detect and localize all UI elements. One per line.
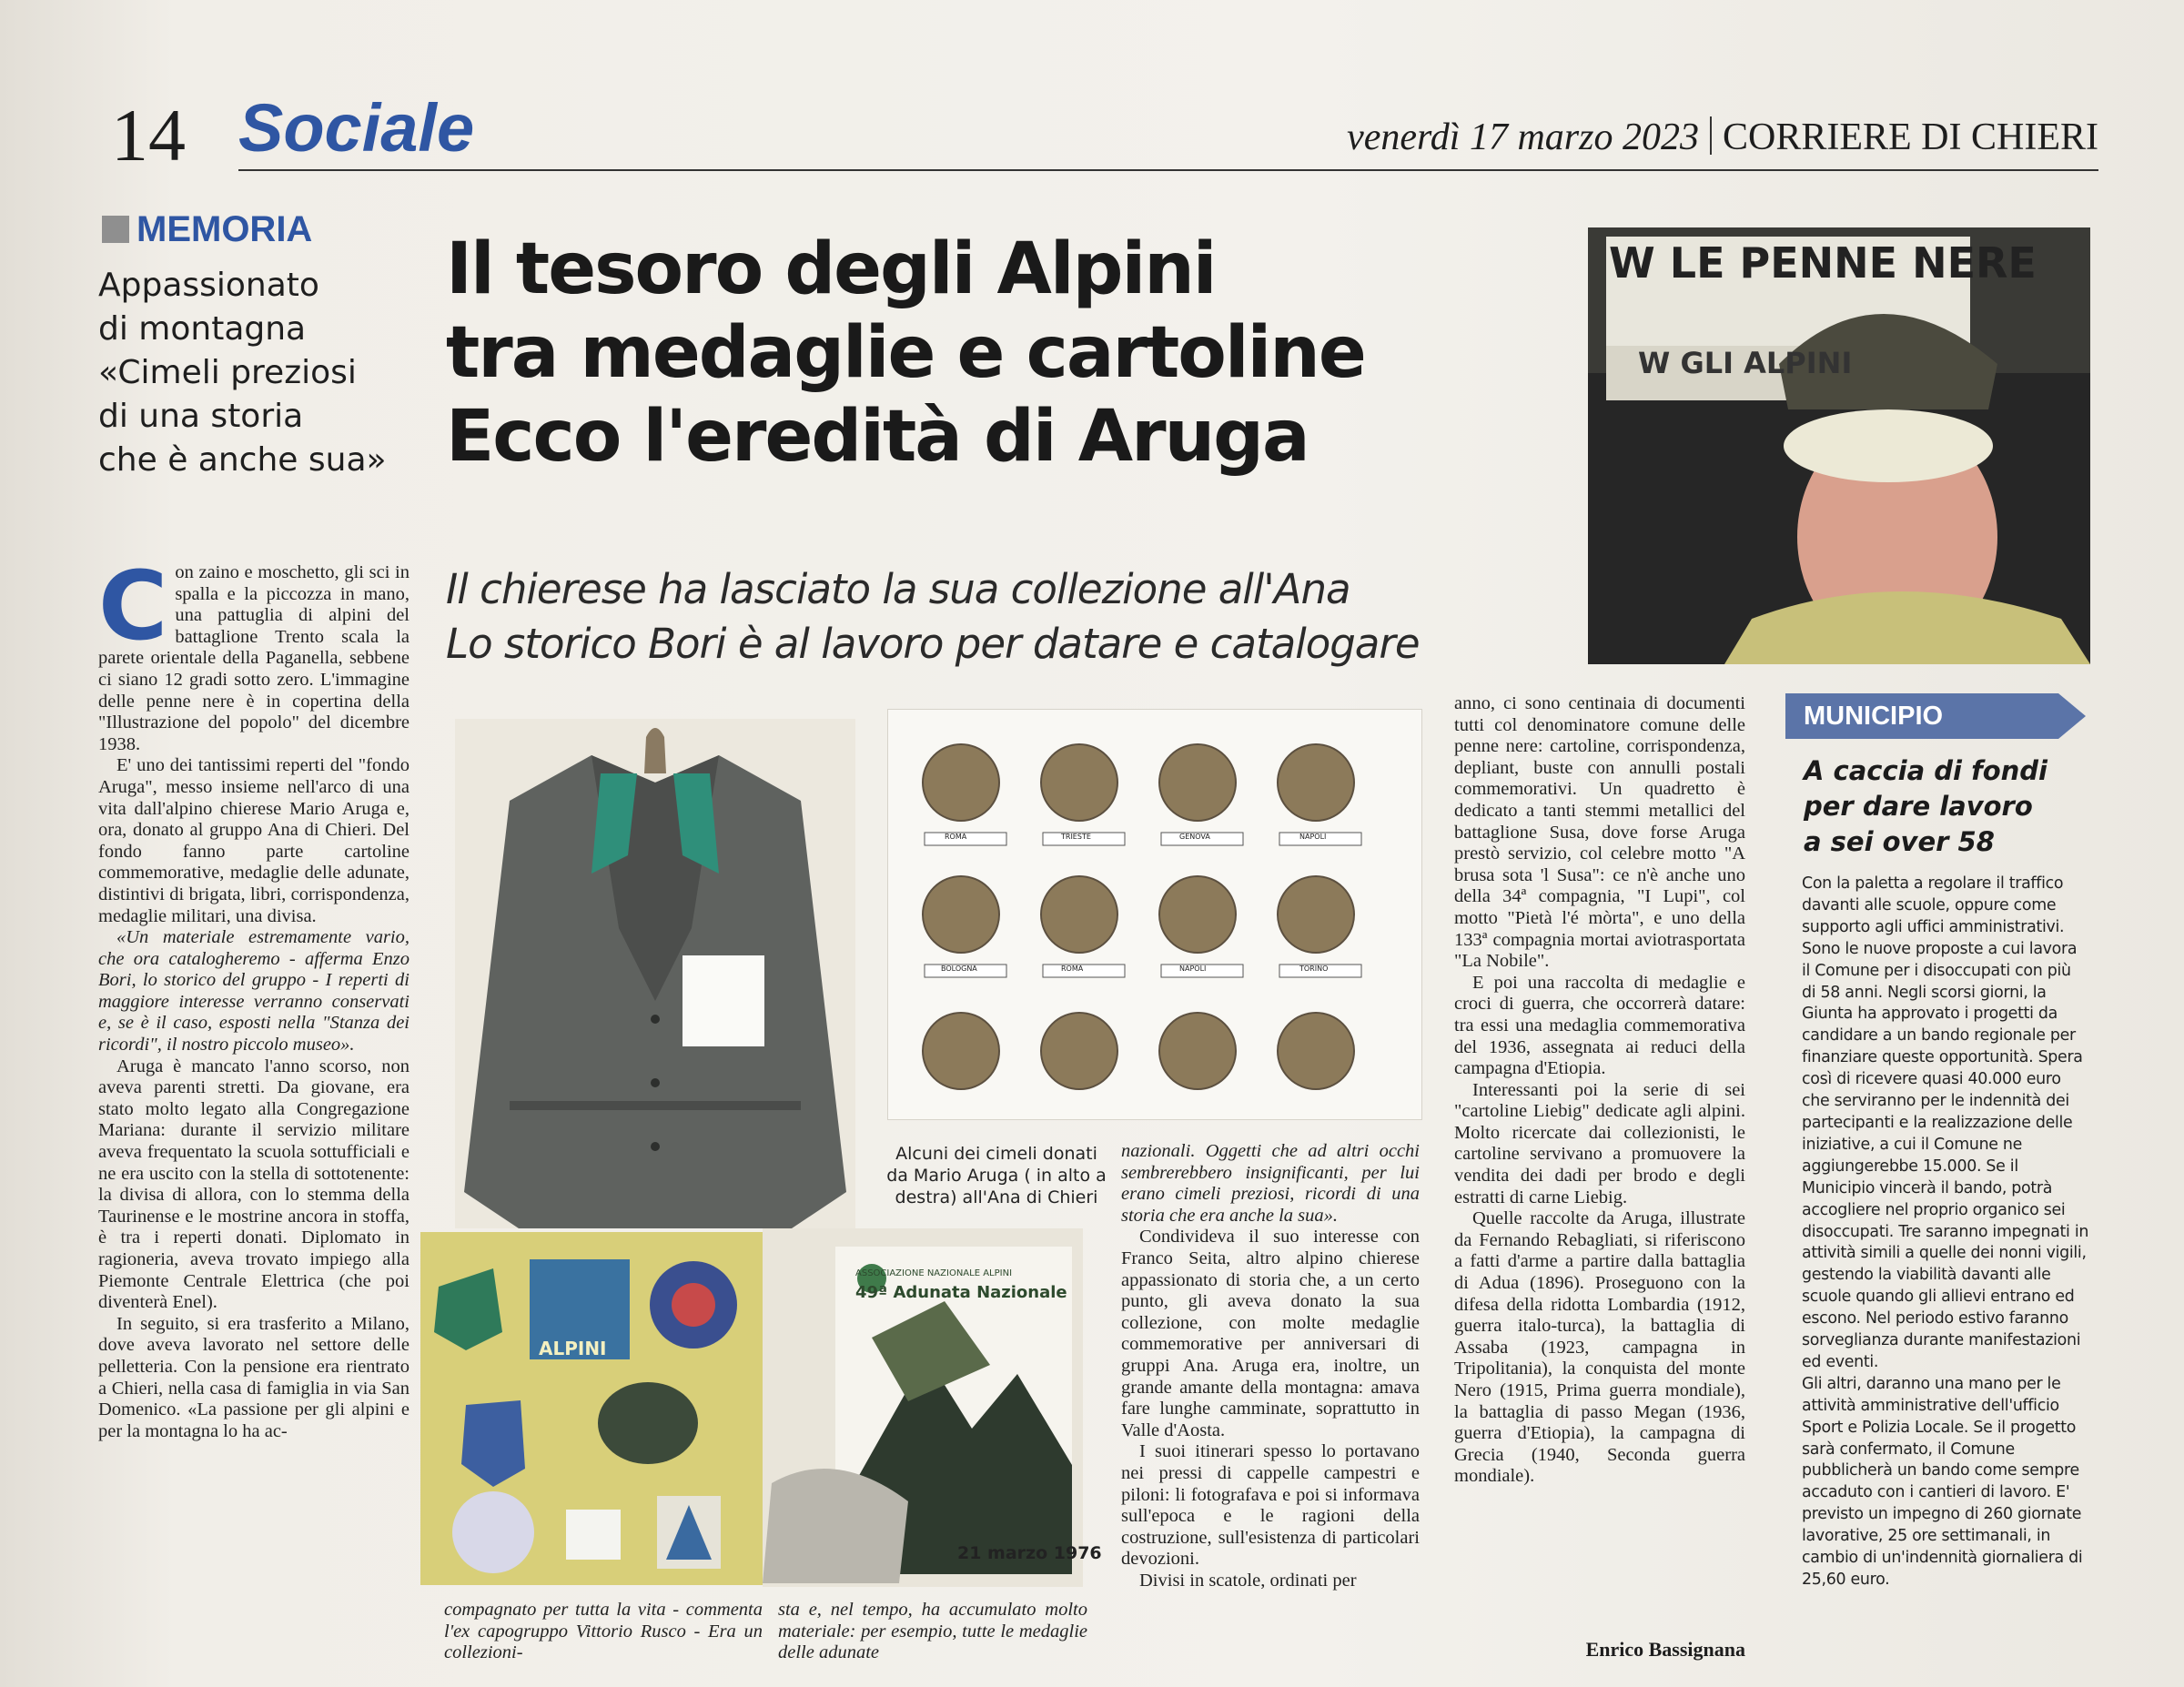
article-column-2 [1121, 1141, 1420, 1669]
medal-label: TRIESTE [1061, 833, 1091, 841]
header-rule [238, 169, 2098, 171]
subhead-line: Il chierese ha lasciato la sua collezione all'Ana [446, 565, 1350, 613]
photo-banner-text-2: W GLI ALPINI [1638, 346, 1853, 380]
deck-line: «Cimeli preziosi [98, 354, 357, 391]
poster-heading: ASSOCIAZIONE NAZIONALE ALPINI [855, 1268, 1013, 1278]
paragraph: Quelle raccolte da Aruga, illustrate da Fernando Rebagliati, si riferiscono a fatti d'arme a partire dalla battaglia di Adua (1896). Proseguono con la difesa della ridotta Lombardia (1912, guerra italo-turca), la battaglia di Assaba (1923, campagna in Tripolitania), la conquista del monte Nero (1915, Prima guerra mondiale), la battaglia di passo Megan (1936, guerra d'Etiopia), la campagna di Grecia (1940, Seconda guerra mondiale). [1454, 1208, 1745, 1487]
paragraph: Condivideva il suo interesse con Franco Seita, altro alpino chierese appassionato di storia che, a un certo punto, gli aveva donato la sua collezione, con molte medaglie commemorative per anniversari di gruppi Ana. Aruga era, inoltre, un grande amante della montagna: amava fare lunghe camminate, soprattutto in Valle d'Aosta. [1121, 1227, 1420, 1440]
deck-line: di una storia [98, 398, 304, 435]
medal-label: TORINO [1299, 965, 1329, 973]
medal-label: GENOVA [1179, 833, 1210, 841]
paragraph: E' uno dei tantissimi reperti del "fondo Aruga", messo insieme nell'arco di una vita dall'alpino chierese Mario Aruga e, ora, donato al gruppo Ana di Chieri. Del fondo fanno parte cartoline commemorative, medaglie delle adunate, distintivi di brigata, libri, corrispondenza, medaglie militari, una divisa. [98, 755, 410, 926]
deck-line: Appassionato [98, 267, 319, 304]
quote-paragraph: «Un materiale estremamente vario, che ora catalogheremo - afferma Enzo Bori, lo storico del gruppo - I reperti di maggiore interesse verranno conservati e, se è il caso, esposti nella "Stanza dei ricordi", il nostro piccolo museo». [98, 927, 410, 1056]
deck-line: di montagna [98, 310, 307, 348]
sidebar-body [1802, 874, 2089, 1591]
deck [98, 264, 399, 482]
photo-banner-text: W LE PENNE NERE [1609, 238, 2037, 288]
medal-label: ROMA [1061, 965, 1084, 973]
paragraph: on zaino e moschetto, gli sci in spalla e la piccozza in mano, una pattuglia di alpini del battaglione Trento scala la parete orientale della Paganella, sebbene ci siano 12 gradi sotto zero. L'immagine delle penne nere è in copertina della "Illustrazione del popolo" del dicembre 1938. [98, 562, 410, 754]
dateline [1347, 116, 2098, 157]
headline-line: Ecco l'eredità di Aruga [446, 396, 1309, 478]
quote-continuation-1 [444, 1600, 763, 1664]
sidebar-title [1804, 753, 2086, 860]
paragraph: anno, ci sono centinaia di documenti tutti col denominatore comune delle penne nere: cartoline, corrispondenza, depliant, buste con annulli postali commemorativi. Un quadretto è dedicato a tanti stemmi metallici del battaglione Susa, dove forse Aruga prestò servizio, col celebre motto "A brusa sota 'l Susa": ce n'è anche uno della 34ª compagnia, "I Lupi", col motto "Pietà l'é mòrta", e uno della 133ª compagnia mortai aviotrasportata "La Nobile". [1454, 693, 1745, 972]
article-column-3 [1454, 693, 1745, 1658]
page-number: 14 [111, 94, 186, 177]
poster-title: 49ª Adunata Nazionale [855, 1283, 1067, 1302]
deck-line: che è anche sua» [98, 441, 387, 479]
paragraph: Con la paletta a regolare il traffico davanti alle scuole, oppure come supporto agli uffici amministrativi. Sono le nuove proposte a cui lavora il Comune per i disoccupati con più di 58 anni. Negli scorsi giorni, la Giunta ha approvato i progetti da candidare a un bando regionale per finanziare queste opportunità. Spera così di ricevere quasi 40.000 euro che serviranno per le indennità dei partecipanti e la realizzazione delle iniziative, a cui il Comune ne aggiungerebbe 15.000. Se il Municipio vincerà il bando, potrà accogliere nel proprio organico sei disoccupati. Tre saranno impegnati in attività simili a quelle dei nonni vigili, gestendo la viabilità davanti alle scuole quando gli allievi entrano ed escono. Nel periodo estivo faranno sorveglianza durante manifestazioni ed eventi. [1802, 874, 2089, 1371]
quote-continuation-2 [778, 1600, 1087, 1664]
medal-label: NAPOLI [1179, 965, 1207, 973]
uniform-jacket-photo [455, 719, 855, 1228]
subheadline [446, 562, 1583, 672]
paragraph: In seguito, si era trasferito a Milano, dove aveva lavorato nel settore delle pelletteria. Con la pensione era rientrato a Chieri, nella casa di famiglia in via San Domenico. «La passione per gli alpini e per la montagna lo ha ac- [98, 1313, 410, 1441]
kicker [102, 211, 312, 247]
newspaper-name: CORRIERE DI CHIERI [1723, 116, 2098, 158]
paragraph: sta e, nel tempo, ha accumulato molto materiale: per esempio, tutte le medaglie delle adunate [778, 1600, 1087, 1663]
kicker-label: MEMORIA [136, 209, 313, 249]
sidebar-title-line: per dare lavoro [1804, 791, 2033, 822]
photo-caption: Alcuni dei cimeli donati da Mario Aruga ( in alto a destra) all'Ana di Chieri [886, 1144, 1107, 1207]
sidebar-title-line: A caccia di fondi [1804, 755, 2048, 786]
paragraph: Gli altri, daranno una mano per le attività amministrative dell'ufficio Sport e Polizia Locale. Se il progetto sarà confermato, il Comune pubblicherà un bando come sempre accaduto con i cantieri di lavoro. E' previsto un impegno di 260 giornate lavorative, 25 ore settimanali, in cambio di un'indennità giornaliera di 25,60 euro. [1802, 1374, 2083, 1589]
paragraph: Aruga è mancato l'anno scorso, non aveva parenti stretti. Da giovane, era stato molto legato alla Congregazione Mariana: durante il servizio militare aveva frequentato la scuola sottufficiali e ne era uscito con la stella di sottotenente: la divisa di allora, con lo stemma della Taurinense e le mostrine ancora in stoffa, è tra i reperti donati. Diplomato in ragioneria, aveva trovato impiego alla Piemonte Centrale Elettrica (che poi diventerà Enel). [98, 1056, 410, 1313]
paragraph: Interessanti poi la serie di sei "cartoline Liebig" dedicate agli alpini. Molto ricercate dai collezionisti, le cartoline servivano a promuovere la vendita dei dadi per brodo e degli estratti di carne Liebig. [1454, 1079, 1745, 1207]
medal-label: ROMA [945, 833, 967, 841]
medal-label: NAPOLI [1299, 833, 1327, 841]
sidebar-title-line: a sei over 58 [1804, 826, 1995, 857]
dropcap: C [98, 562, 168, 662]
mario-aruga-portrait [1588, 227, 2090, 664]
paragraph: I suoi itinerari spesso lo portavano nei pressi di cappelle campestri e piloni: li fotografava e poi si informava sull'epoca e le ragioni della costruzione, sull'esistenza di particolari devozioni. [1121, 1441, 1420, 1570]
issue-date: venerdì 17 marzo 2023 [1347, 116, 1699, 158]
subhead-line: Lo storico Bori è al lavoro per datare e catalogare [446, 620, 1420, 668]
sidebar-tag: MUNICIPIO [1804, 702, 1944, 731]
dateline-separator [1710, 116, 1712, 155]
quote-paragraph: nazionali. Oggetti che ad altri occhi sembrerebbero insignificanti, per lui erano cimeli preziosi, ricordi di una storia che era anche la sua». [1121, 1141, 1420, 1226]
medal-label: BOLOGNA [941, 965, 977, 973]
headline-line: Il tesoro degli Alpini [446, 228, 1216, 310]
headline [446, 227, 1565, 479]
medals-board-photo [888, 710, 1421, 1119]
paragraph: E poi una raccolta di medaglie e croci di guerra, che occorrerà datare: tra essi una medaglia commemorativa del 1936, assegnata ai reduci della campagna d'Etiopia. [1454, 972, 1745, 1079]
poster-date: 21 marzo 1976 [957, 1543, 1102, 1563]
badges-photo [420, 1232, 763, 1585]
paragraph: compagnato per tutta la vita - commenta l'ex capogruppo Vittorio Rusco - Era un collezioni- [444, 1600, 763, 1663]
kicker-square-icon [102, 216, 129, 243]
paragraph: Divisi in scatole, ordinati per [1139, 1570, 1357, 1591]
section-title: Sociale [238, 90, 475, 166]
byline: Enrico Bassignana [1585, 1638, 1745, 1661]
badge-text: ALPINI [539, 1338, 607, 1359]
headline-line: tra medaglie e cartoline [446, 312, 1365, 394]
article-column-1 [98, 562, 410, 1669]
